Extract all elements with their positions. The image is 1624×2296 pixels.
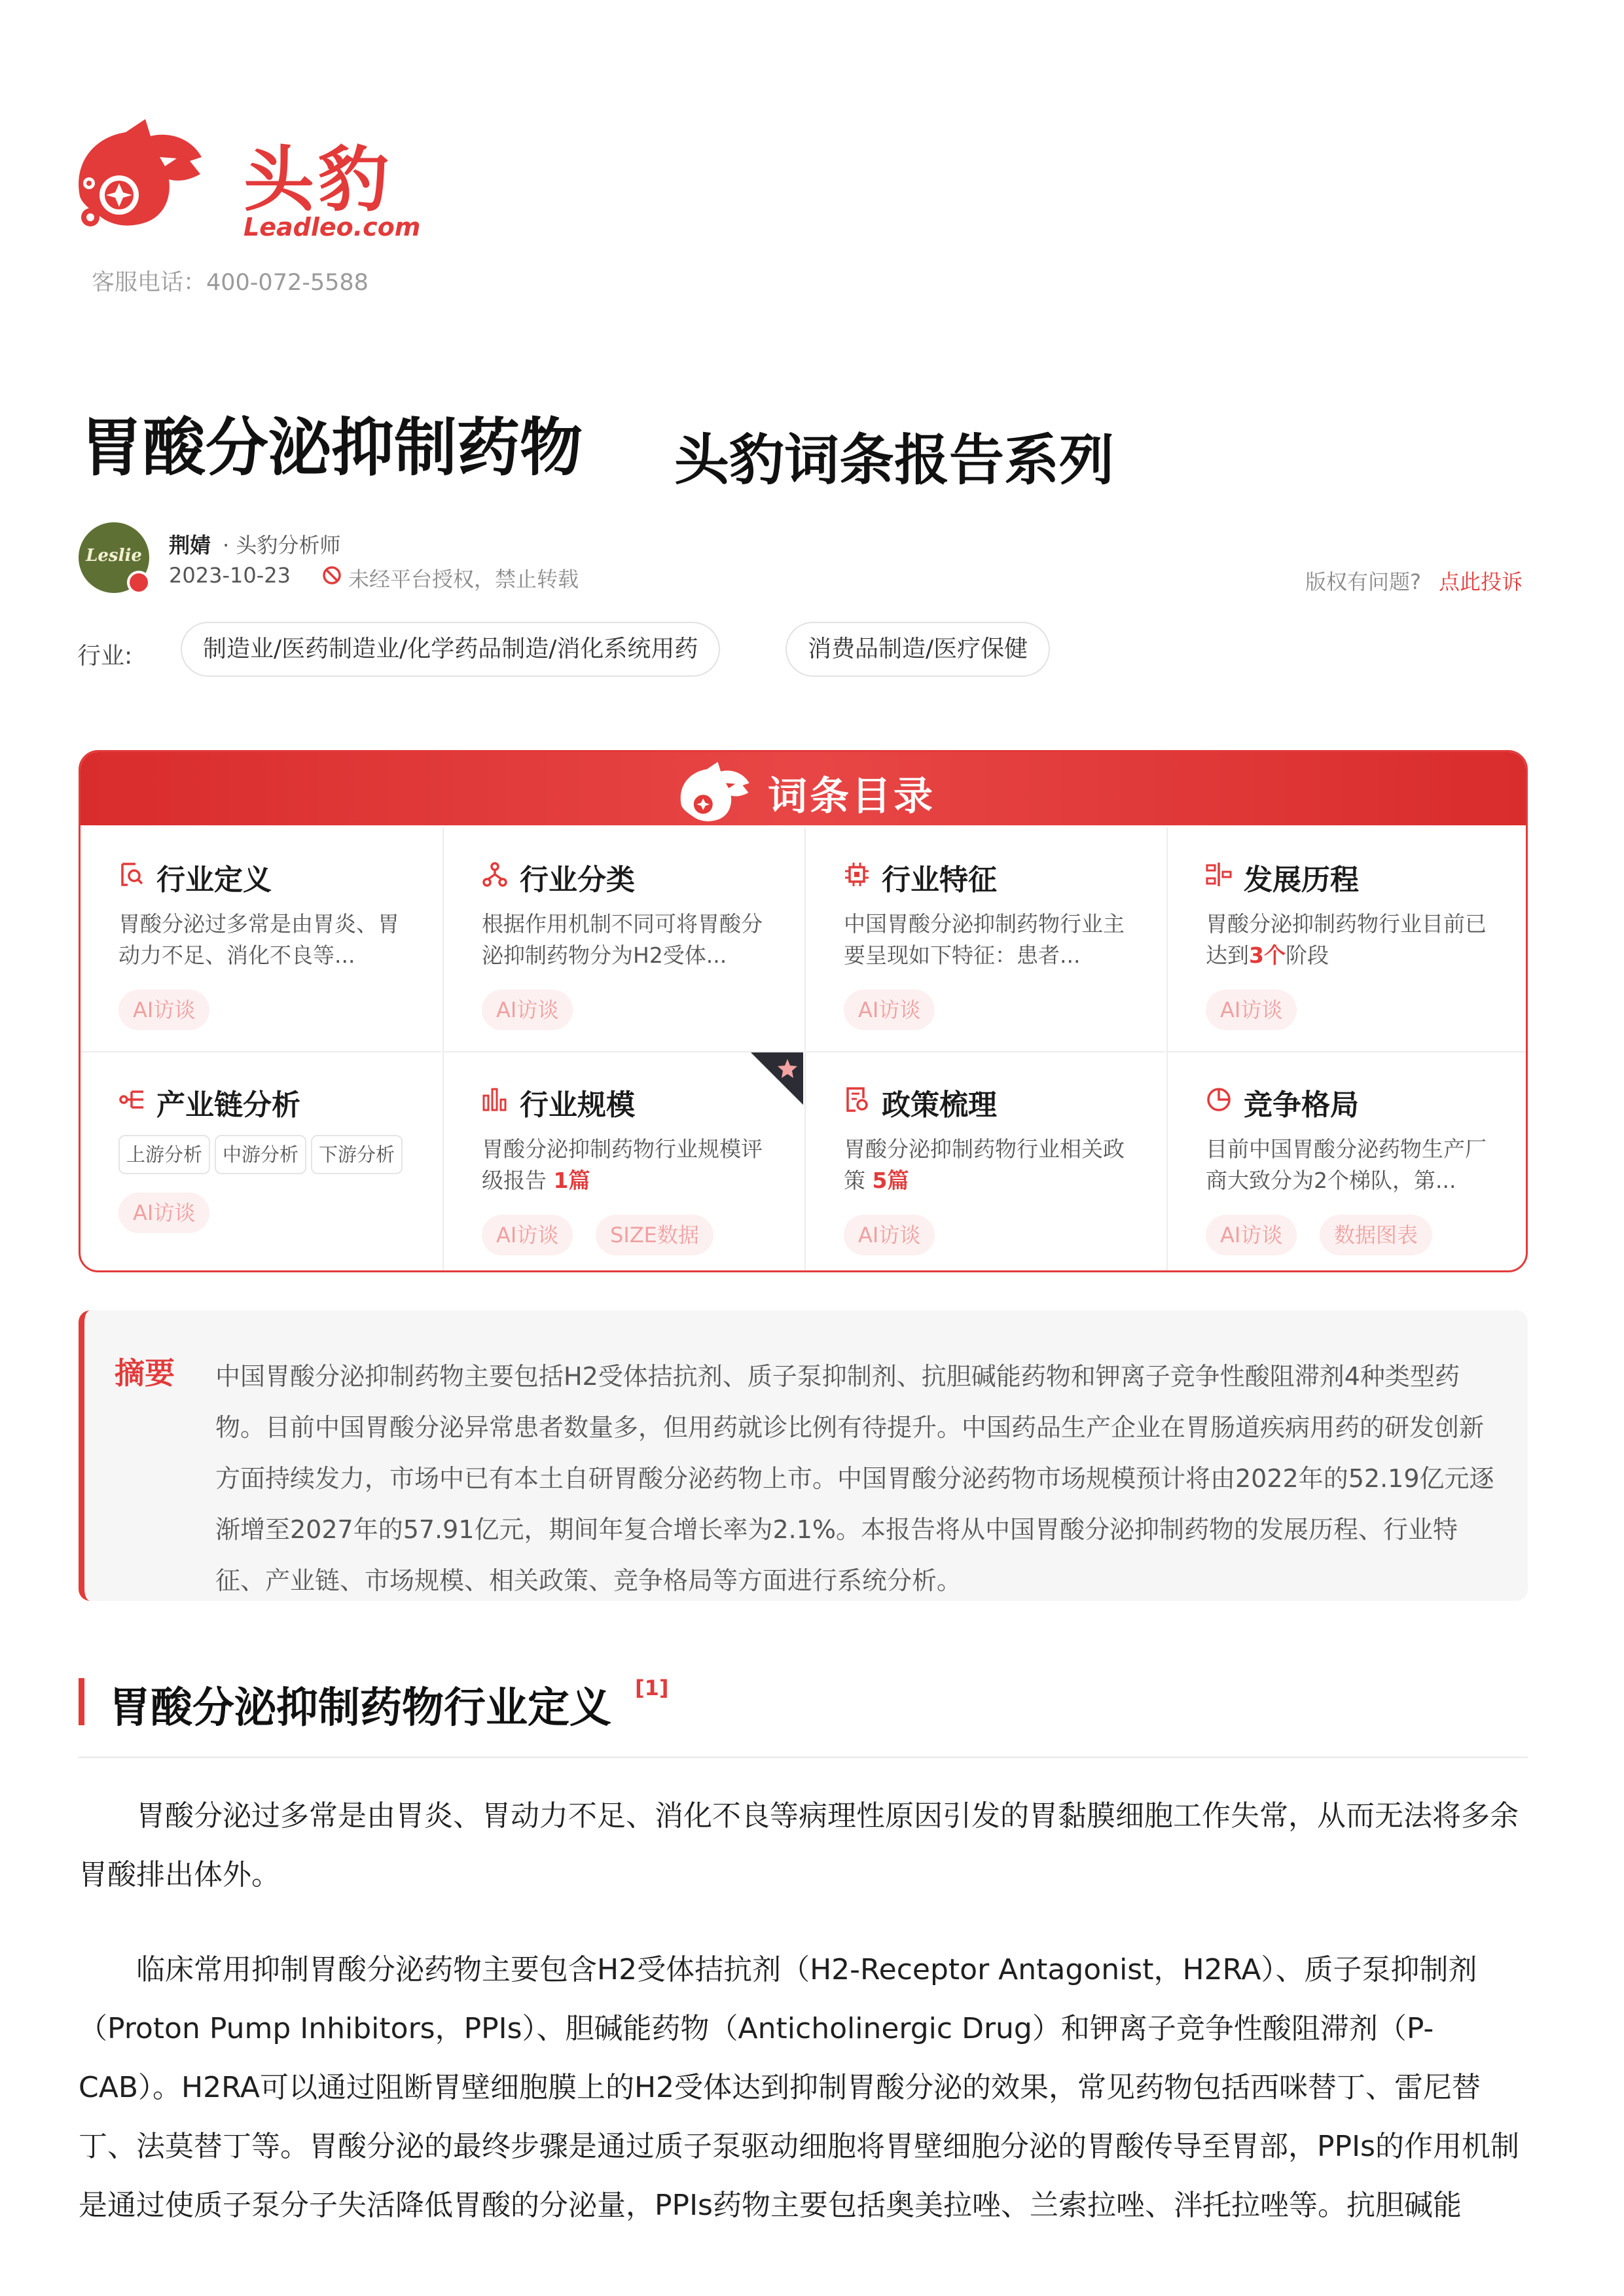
publish-date: 2023-10-23	[169, 563, 291, 588]
catalog-item-title: 行业特征	[882, 863, 997, 897]
catalog-item-desc: 目前中国胃酸分泌药物生产厂商大致分为2个梯队，第...	[1206, 1136, 1487, 1193]
report-count: 1篇	[553, 1168, 590, 1193]
catalog-item-chain[interactable]	[81, 1051, 441, 1272]
catalog-item-desc: 胃酸分泌过多常是由胃炎、胃动力不足、消化不良等...	[118, 911, 399, 968]
downstream-analysis-tag[interactable]: 下游分析	[311, 1135, 403, 1174]
author-name[interactable]: 荆婧	[169, 533, 211, 558]
section-title: 胃酸分泌抑制药物行业定义	[109, 1684, 611, 1732]
section-divider	[79, 1757, 1528, 1758]
industry-tag[interactable]: 消费品制造/医疗保健	[785, 622, 1050, 677]
search-doc-icon	[118, 861, 145, 888]
author-role: · 头豹分析师	[223, 533, 341, 558]
catalog-item-desc	[1206, 908, 1500, 971]
no-repost-notice: 未经平台授权，禁止转载	[348, 567, 579, 592]
body-paragraph: 胃酸分泌过多常是由胃炎、胃动力不足、消化不良等病理性原因引发的胃黏膜细胞工作失常，从而无法将多余胃酸排出体外。	[79, 1799, 1519, 1892]
report-complaint-link[interactable]: 点此投诉	[1439, 569, 1523, 594]
summary-text: 中国胃酸分泌抑制药物主要包括H2受体拮抗剂、质子泵抑制剂、抗胆碱能药物和钾离子竞争性酸阻滞剂4种类型药物。目前中国胃酸分泌异常患者数量多，但用药就诊比例有待提升。中国药品生产企业在胃肠道疾病用药的研发创新方面持续发力，市场中已有本土自研胃酸分泌药物上市。中国胃酸分泌药物市场规模预计将由2022年的52.19亿元逐渐增至2027年的57.91亿元，期间年复合增长率为2.1%。本报告将从中国胃酸分泌抑制药物的发展历程、行业特征、产业链、市场规模、相关政策、竞争格局等方面进行系统分析。	[215, 1362, 1494, 1595]
catalog-item-classification[interactable]	[442, 827, 803, 1051]
ai-interview-button[interactable]: AI访谈	[118, 1193, 209, 1233]
ai-interview-button[interactable]: AI访谈	[118, 990, 209, 1030]
desc-text: 胃酸分泌抑制药物行业规模评级报告	[482, 1136, 763, 1193]
catalog-item-title: 竞争格局	[1244, 1088, 1359, 1122]
data-chart-button[interactable]: 数据图表	[1320, 1215, 1432, 1255]
catalog-item-desc	[482, 1134, 776, 1196]
catalog-item-title: 行业分类	[520, 863, 635, 897]
desc-text: 胃酸分泌抑制药物行业目前已达到	[1206, 911, 1487, 968]
policy-count: 5篇	[872, 1168, 909, 1193]
citation-ref[interactable]: [1]	[635, 1676, 669, 1700]
stage-count: 3个	[1249, 942, 1286, 968]
catalog-item-competition[interactable]	[1166, 1051, 1527, 1272]
catalog-card	[79, 750, 1528, 1272]
summary-label: 摘要	[115, 1355, 175, 1391]
size-data-button[interactable]: SIZE数据	[596, 1215, 713, 1255]
ai-interview-button[interactable]: AI访谈	[844, 990, 935, 1030]
catalog-item-features[interactable]	[804, 827, 1165, 1051]
author-avatar[interactable]	[79, 522, 149, 593]
pie-chart-icon	[1206, 1086, 1232, 1113]
prohibited-icon	[322, 565, 342, 585]
catalog-item-title: 发展历程	[1244, 863, 1359, 897]
ai-interview-button[interactable]: AI访谈	[482, 990, 573, 1030]
ai-interview-button[interactable]: AI访谈	[1206, 990, 1297, 1030]
ai-interview-button[interactable]: AI访谈	[482, 1215, 573, 1255]
catalog-item-title: 产业链分析	[156, 1088, 300, 1122]
report-series: 头豹词条报告系列	[674, 428, 1115, 492]
summary-box	[79, 1310, 1528, 1601]
leopard-head-icon	[674, 761, 755, 831]
catalog-title: 词条目录	[768, 774, 935, 819]
catalog-item-policy[interactable]	[804, 1051, 1165, 1272]
industry-label: 行业:	[77, 643, 133, 670]
catalog-item-desc: 中国胃酸分泌抑制药物行业主要呈现如下特征：患者...	[844, 911, 1125, 968]
leopard-head-logo	[73, 118, 204, 242]
star-badge-icon	[751, 1052, 803, 1105]
catalog-item-desc: 根据作用机制不同可将胃酸分泌抑制药物分为H2受体...	[482, 911, 763, 968]
catalog-item-desc	[844, 1134, 1138, 1196]
chip-icon	[844, 861, 870, 888]
copyright-question: 版权有问题?	[1305, 569, 1421, 594]
avatar-signature: Leslie	[86, 546, 142, 565]
policy-doc-icon	[844, 1086, 870, 1113]
midstream-analysis-tag[interactable]: 中游分析	[215, 1135, 306, 1174]
industry-tag[interactable]: 制造业/医药制造业/化学药品制造/消化系统用药	[181, 622, 720, 677]
catalog-item-title: 政策梳理	[882, 1088, 997, 1122]
desc-text: 阶段	[1285, 942, 1329, 968]
timeline-icon	[1206, 861, 1232, 888]
catalog-item-title: 行业规模	[520, 1088, 635, 1122]
ai-interview-button[interactable]: AI访谈	[1206, 1215, 1297, 1255]
catalog-item-definition[interactable]	[81, 827, 441, 1051]
brand-domain[interactable]: Leadleo.com	[244, 213, 421, 242]
bar-chart-icon	[482, 1086, 508, 1113]
report-title: 胃酸分泌抑制药物	[80, 411, 583, 484]
chain-icon	[118, 1086, 145, 1113]
verified-badge-icon	[127, 571, 151, 594]
catalog-item-history[interactable]	[1166, 827, 1527, 1051]
ai-interview-button[interactable]: AI访谈	[844, 1215, 935, 1255]
desc-text: 胃酸分泌抑制药物行业相关政策	[844, 1136, 1125, 1193]
catalog-item-scale[interactable]	[442, 1051, 803, 1272]
brand-name: 头豹	[244, 139, 393, 221]
catalog-item-title: 行业定义	[156, 863, 272, 897]
hierarchy-icon	[482, 861, 508, 888]
body-paragraph: 临床常用抑制胃酸分泌药物主要包含H2受体拮抗剂（H2-Receptor Antagonist，H2RA）、质子泵抑制剂（Proton Pump Inhibitors，PPIs）、胆碱能药物（Anticholinergic Drug）和钾离子竞争性酸阻滞剂（P-CAB）。H2RA可以通过阻断胃壁细胞膜上的H2受体达到抑制胃酸分泌的效果，常见药物包括西咪替丁、雷尼替丁、法莫替丁等。胃酸分泌的最终步骤是通过质子泵驱动细胞将胃壁细胞分泌的胃酸传导至胃部，PPIs的作用机制是通过使质子泵分子失活降低胃酸的分泌量，PPIs药物主要包括奥美拉唑、兰索拉唑、泮托拉唑等。抗胆碱能	[79, 1953, 1519, 2222]
customer-hotline: 客服电话：400-072-5588	[92, 270, 369, 296]
section-accent-bar	[79, 1678, 84, 1725]
catalog-header	[81, 752, 1526, 825]
upstream-analysis-tag[interactable]: 上游分析	[118, 1135, 210, 1174]
